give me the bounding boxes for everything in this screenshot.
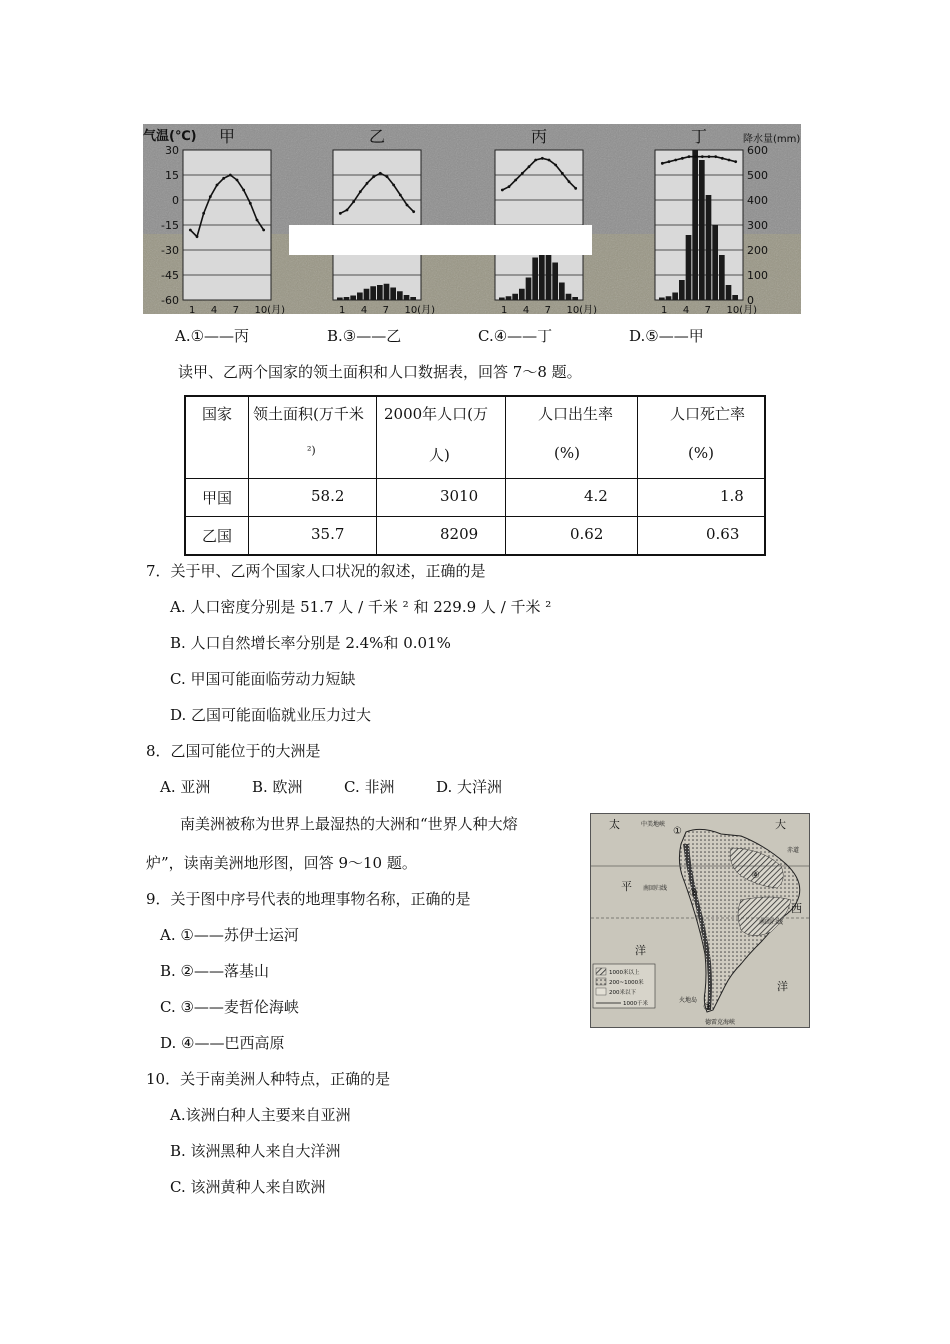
precip-bar <box>659 298 665 301</box>
q9-option-b: B. ②——落基山 <box>160 962 270 980</box>
precip-tick: 0 <box>747 294 754 307</box>
q9-option-d: D. ④——巴西高原 <box>160 1034 285 1052</box>
temp-point <box>262 229 265 232</box>
temp-point <box>399 194 402 197</box>
temp-tick: 30 <box>165 144 179 157</box>
q6-option-b: B.③——乙 <box>327 327 402 345</box>
temp-point <box>694 155 697 158</box>
precip-bar <box>350 296 356 301</box>
row0-death-rate: 1.8 <box>720 486 744 505</box>
header-pop-line1: 2000年人口(万 <box>384 405 489 423</box>
precip-bar <box>404 295 410 300</box>
month-tick: 4 <box>360 305 368 314</box>
temp-point <box>359 190 362 193</box>
scale-label: 1000千米 <box>623 1001 648 1007</box>
label-da: 大 <box>775 818 786 831</box>
precip-bar <box>357 293 363 301</box>
precip-bar <box>532 258 538 301</box>
q6-option-a: A.①——丙 <box>175 327 250 345</box>
temp-point <box>688 155 691 158</box>
header-birth-line2: (%) <box>554 444 580 462</box>
month-tick: 7 <box>382 305 390 314</box>
header-country: 国家 <box>202 405 233 423</box>
table-row <box>185 516 765 555</box>
month-tick: 10(月) <box>566 305 597 314</box>
temp-point <box>541 157 544 160</box>
q8-option-d: D. 大洋洲 <box>436 778 503 796</box>
temp-point <box>346 209 349 212</box>
temp-point <box>352 200 355 203</box>
temp-point <box>412 210 415 213</box>
label-ping: 平 <box>621 880 632 893</box>
precip-bar <box>712 225 718 300</box>
q7-option-a: A. 人口密度分别是 51.7 人 / 千米 ² 和 229.9 人 / 千米 ² <box>170 598 552 616</box>
temp-tick: 0 <box>172 194 179 207</box>
precip-bar <box>572 297 578 300</box>
temp-point <box>386 175 389 178</box>
legend-swatch-mid <box>596 978 606 985</box>
temp-point <box>229 174 232 177</box>
precip-bar <box>384 284 390 300</box>
precip-tick: 600 <box>747 144 768 157</box>
temp-tick: -60 <box>161 294 179 307</box>
q10-option-c: C. 该洲黄种人来自欧洲 <box>170 1178 326 1196</box>
panel-title: 丁 <box>690 127 708 146</box>
precip-bar <box>377 285 383 300</box>
temp-point <box>392 184 395 187</box>
precip-bar <box>370 286 376 300</box>
precip-tick: 400 <box>747 194 768 207</box>
precip-bar <box>679 280 685 300</box>
table-row <box>185 478 765 516</box>
precip-bar <box>512 294 518 300</box>
precip-bar <box>410 297 416 300</box>
population-table <box>184 395 766 556</box>
precip-bar <box>506 296 512 300</box>
temp-point <box>521 172 524 175</box>
precip-bar <box>519 289 525 300</box>
temp-point <box>216 184 219 187</box>
header-pop-line2: 人) <box>429 446 450 464</box>
row1-pop-cell <box>377 516 506 555</box>
label-yang-right: 洋 <box>777 980 788 993</box>
temp-point <box>681 157 684 160</box>
right-axis-title: 降水量(mm) <box>743 134 801 145</box>
precip-bar <box>732 295 738 300</box>
label-tai: 太 <box>609 818 620 831</box>
temp-point <box>708 155 711 158</box>
marker-1: ① <box>673 826 682 837</box>
precip-bar <box>699 160 705 300</box>
temp-point <box>701 155 704 158</box>
month-tick: 1 <box>339 305 346 314</box>
legend-swatch-low <box>596 988 606 995</box>
q7-option-b: B. 人口自然增长率分别是 2.4%和 0.01% <box>170 634 451 652</box>
legend-high: 1000米以上 <box>609 970 640 976</box>
climate-charts-svg <box>143 124 801 314</box>
intro-9-10-line2: 炉”，读南美洲地形图，回答 9～10 题。 <box>146 854 417 872</box>
panel-title: 乙 <box>368 127 386 146</box>
month-tick: 10(月) <box>404 305 435 314</box>
header-area-line1: 领土面积(万千米 <box>253 405 364 423</box>
label-tropic-left: 南回归线 <box>643 885 668 892</box>
month-tick: 4 <box>210 305 218 314</box>
temp-point <box>674 159 677 162</box>
month-tick: 1 <box>189 305 196 314</box>
q8-stem: 8．乙国可能位于的大洲是 <box>146 742 321 760</box>
month-tick: 4 <box>682 305 690 314</box>
legend-swatch-high <box>596 968 606 975</box>
precip-bar <box>726 285 732 300</box>
header-death-line2: (%) <box>688 444 714 462</box>
header-area-line2: ²) <box>307 444 316 457</box>
precip-bar <box>666 296 672 300</box>
row1-country: 乙国 <box>202 526 233 545</box>
temp-point <box>728 159 731 162</box>
header-pop-cell <box>377 396 506 478</box>
row0-country: 甲国 <box>202 488 233 507</box>
temp-point <box>734 160 737 163</box>
temp-point <box>574 187 577 190</box>
precip-tick: 100 <box>747 269 768 282</box>
temp-point <box>528 165 531 168</box>
temp-point <box>508 185 511 188</box>
temp-point <box>514 179 517 182</box>
row0-area: 58.2 <box>311 486 345 505</box>
q10-option-a: A.该洲白种人主要来自亚洲 <box>170 1106 351 1124</box>
marker-3: ③ <box>703 1002 712 1013</box>
temp-tick: -45 <box>161 269 179 282</box>
temp-point <box>501 189 504 192</box>
precip-bar <box>566 294 572 300</box>
header-death-line1: 人口死亡率 <box>670 405 746 423</box>
row0-death-cell <box>638 478 766 516</box>
precip-bar <box>672 293 678 301</box>
precip-bar <box>364 289 370 300</box>
row0-population: 3010 <box>440 486 479 505</box>
marker-2: ② <box>689 888 698 899</box>
q8-option-b: B. 欧洲 <box>252 778 303 796</box>
precip-bar <box>719 255 725 300</box>
intro-9-10-line1: 南美洲被称为世界上最湿热的大洲和“世界人种大熔 <box>180 815 518 833</box>
row1-area-cell <box>249 516 377 555</box>
month-tick: 7 <box>544 305 552 314</box>
label-yang-left: 洋 <box>635 944 646 957</box>
legend-mid: 200~1000米 <box>609 980 644 986</box>
row1-death-cell <box>638 516 766 555</box>
month-tick: 7 <box>232 305 240 314</box>
temp-point <box>242 189 245 192</box>
row0-birth-rate: 4.2 <box>584 486 608 505</box>
precip-bar <box>559 283 565 301</box>
label-drake: 德雷克海峡 <box>705 1019 736 1026</box>
temp-point <box>379 172 382 175</box>
temp-point <box>721 157 724 160</box>
redaction-bar <box>289 225 592 255</box>
legend-low: 200米以下 <box>609 990 636 996</box>
temp-point <box>548 159 551 162</box>
precip-bar <box>390 288 396 301</box>
temp-tick: -30 <box>161 244 179 257</box>
header-country-cell <box>185 396 249 478</box>
q6-option-d: D.⑤——甲 <box>629 327 704 345</box>
temp-tick: -15 <box>161 219 179 232</box>
temp-point <box>222 177 225 180</box>
temp-tick: 15 <box>165 169 179 182</box>
temp-point <box>561 172 564 175</box>
month-tick: 1 <box>501 305 508 314</box>
row1-death-rate: 0.63 <box>706 524 740 543</box>
precip-tick: 500 <box>747 169 768 182</box>
row1-birth-cell <box>506 516 638 555</box>
q7-option-c: C. 甲国可能面临劳动力短缺 <box>170 670 356 688</box>
temp-point <box>554 164 557 167</box>
temp-point <box>339 212 342 215</box>
q9-option-c: C. ③——麦哲伦海峡 <box>160 998 299 1016</box>
row1-area: 35.7 <box>311 524 345 543</box>
row1-country-cell <box>185 516 249 555</box>
label-equator: 赤道 <box>787 847 800 854</box>
panel-title: 丙 <box>530 127 548 146</box>
label-fire-island: 火地岛 <box>679 997 698 1004</box>
temp-point <box>249 202 252 205</box>
q7-option-d: D. 乙国可能面临就业压力过大 <box>170 706 372 724</box>
temp-point <box>406 204 409 207</box>
label-xi: 西 <box>791 902 802 915</box>
q10-option-b: B. 该洲黑种人来自大洋洲 <box>170 1142 341 1160</box>
row0-pop-cell <box>377 478 506 516</box>
climate-charts-figure <box>143 124 801 314</box>
label-tropic: 南回归线 <box>759 919 784 926</box>
header-death-cell <box>638 396 766 478</box>
precip-bar <box>344 297 350 300</box>
precip-bar <box>499 298 505 301</box>
row0-birth-cell <box>506 478 638 516</box>
q8-option-a: A. 亚洲 <box>160 778 211 796</box>
precip-bar <box>706 195 712 300</box>
precip-bar <box>526 278 532 301</box>
temp-point <box>568 180 571 183</box>
temp-point <box>372 175 375 178</box>
temp-point <box>668 160 671 163</box>
precip-bar <box>692 150 698 300</box>
month-tick: 1 <box>661 305 668 314</box>
precip-bar <box>686 235 692 300</box>
marker-4: ④ <box>751 870 760 881</box>
temp-point <box>196 235 199 238</box>
row1-birth-rate: 0.62 <box>570 524 604 543</box>
row0-area-cell <box>249 478 377 516</box>
row1-population: 8209 <box>440 524 479 543</box>
precip-tick: 300 <box>747 219 768 232</box>
panel-title: 甲 <box>218 127 236 146</box>
temp-point <box>661 162 664 165</box>
left-axis-title: 气温(℃) <box>143 129 197 144</box>
precip-bar <box>337 298 343 301</box>
table-header-row <box>185 396 765 478</box>
temp-point <box>714 155 717 158</box>
q10-stem: 10．关于南美洲人种特点，正确的是 <box>146 1070 391 1088</box>
month-tick: 7 <box>704 305 712 314</box>
month-tick: 10(月) <box>254 305 285 314</box>
header-birth-line1: 人口出生率 <box>538 405 614 423</box>
month-tick: 10(月) <box>726 305 757 314</box>
temp-point <box>209 195 212 198</box>
q9-stem: 9．关于图中序号代表的地理事物名称，正确的是 <box>146 890 471 908</box>
precip-bar <box>397 291 403 300</box>
temp-point <box>202 212 205 215</box>
q9-option-a: A. ①——苏伊士运河 <box>160 926 299 944</box>
header-birth-cell <box>506 396 638 478</box>
south-america-map <box>590 813 810 1028</box>
temp-point <box>366 182 369 185</box>
q8-option-c: C. 非洲 <box>344 778 395 796</box>
intro-7-8: 读甲、乙两个国家的领土面积和人口数据表，回答 7～8 题。 <box>178 363 582 381</box>
temp-point <box>534 159 537 162</box>
q6-option-c: C.④——丁 <box>478 327 553 345</box>
temp-point <box>189 229 192 232</box>
south-america-map-svg <box>591 814 809 1027</box>
month-tick: 4 <box>522 305 530 314</box>
precip-tick: 200 <box>747 244 768 257</box>
temp-point <box>256 219 259 222</box>
header-area-cell <box>249 396 377 478</box>
label-central-america: 中美地峡 <box>641 821 666 828</box>
row0-country-cell <box>185 478 249 516</box>
temp-point <box>236 179 239 182</box>
precip-bar <box>552 263 558 301</box>
q7-stem: 7．关于甲、乙两个国家人口状况的叙述，正确的是 <box>146 562 486 580</box>
